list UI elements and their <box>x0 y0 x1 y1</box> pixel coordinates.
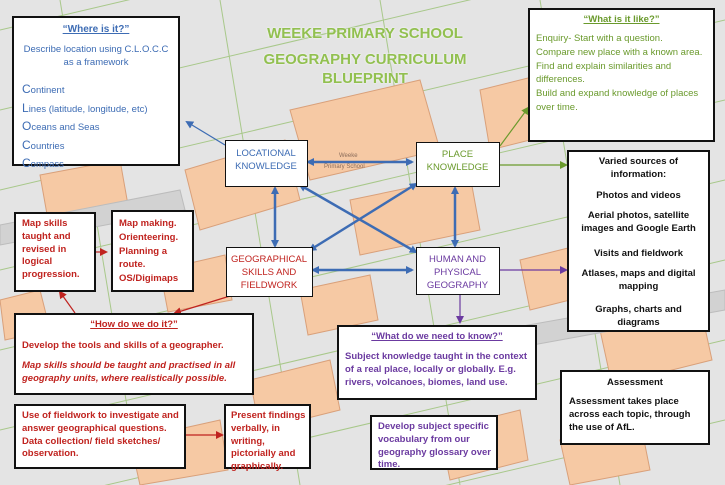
sources-box <box>567 150 710 332</box>
node-human-label: HUMAN AND PHYSICAL GEOGRAPHY <box>426 254 489 291</box>
assessment-heading: Assessment <box>607 377 663 388</box>
map-making-text: Map making. Orienteering. Planning a route. OS/Digimaps <box>119 218 179 285</box>
source-item: Aerial photos, satellite images and Google Earth <box>581 210 696 234</box>
like-line: Enquiry- Start with a question. <box>536 33 663 44</box>
how-line-1: Develop the tools and skills of a geographer. <box>22 340 224 351</box>
how-do-we-do-it-box <box>14 313 254 395</box>
source-item: Visits and fieldwork <box>593 248 684 259</box>
node-locational-knowledge <box>225 140 308 187</box>
present-findings-text: Present findings verbally, in writing, pictorially and graphically. <box>231 410 306 473</box>
need-body: Subject knowledge taught in the context of a real place, locally or globally. E.g. rivers, volcanoes, biomes, land use. <box>345 351 528 388</box>
node-human-physical <box>416 247 500 295</box>
cloc-list <box>22 81 182 174</box>
present-findings-box <box>224 404 311 473</box>
like-line: Compare new place with a known area. <box>536 46 703 58</box>
assessment-box <box>560 370 710 445</box>
node-locational-label: LOCATIONAL KNOWLEDGE <box>235 148 297 172</box>
fieldwork-box <box>14 404 186 469</box>
title-line-2: GEOGRAPHY CURRICULUM <box>263 50 467 68</box>
vocabulary-text: Develop subject specific vocabulary from our geography glossary over time. <box>378 421 491 471</box>
what-is-it-like-box <box>528 8 715 142</box>
node-geographical-skills <box>226 247 313 297</box>
node-place-label: PLACE KNOWLEDGE <box>426 149 489 173</box>
need-heading: “What do we need to know?” <box>371 331 503 342</box>
cloc-item: Continent <box>22 82 65 96</box>
like-line: Build and expand knowledge of places over time. <box>536 88 699 113</box>
map-label-school: Primary School <box>324 164 365 170</box>
need-to-know-box <box>337 325 537 400</box>
like-heading: “What is it like?” <box>583 14 660 25</box>
source-item: Graphs, charts and diagrams <box>595 304 682 328</box>
node-skills-label: GEOGRAPHICAL SKILLS AND FIELDWORK <box>230 254 308 291</box>
like-body <box>536 32 712 115</box>
how-heading: “How do we do it?” <box>90 319 178 330</box>
like-line: Find and explain similarities and differences. <box>536 60 672 86</box>
cloc-item: Countries <box>22 137 65 152</box>
node-place-knowledge <box>416 142 500 187</box>
how-line-2: Map skills should be taught and practised in all geography units, where realistically possible. <box>22 360 236 384</box>
map-making-box <box>111 210 194 292</box>
map-skills-text: Map skills taught and revised in logical progression. <box>22 218 80 281</box>
cloc-item: Lines (latitude, longitude, etc) <box>22 100 148 115</box>
assessment-body: Assessment takes place across each topic, through the use of AfL. <box>569 396 691 433</box>
cloc-item: Oceans and Seas <box>22 119 100 133</box>
page-title <box>230 24 500 89</box>
title-line-1: WEEKE PRIMARY SCHOOL <box>267 25 463 42</box>
cloc-item: Compass <box>22 156 64 170</box>
where-is-it-box <box>12 16 180 170</box>
source-item: Photos and videos <box>596 190 681 201</box>
vocabulary-box <box>370 415 498 470</box>
map-label-weeke: Weeke <box>339 153 358 159</box>
where-intro: Describe location using C.L.O.C.C as a framework <box>23 44 169 68</box>
where-heading: “Where is it?” <box>62 24 130 35</box>
map-skills-box <box>14 212 96 292</box>
source-item: Atlases, maps and digital mapping <box>581 268 696 292</box>
sources-heading: Varied sources of information: <box>598 156 679 180</box>
title-line-3: BLUEPRINT <box>322 70 408 87</box>
fieldwork-text: Use of fieldwork to investigate and answer geographical questions. Data collection/ field sketches/ observation. <box>22 410 179 460</box>
